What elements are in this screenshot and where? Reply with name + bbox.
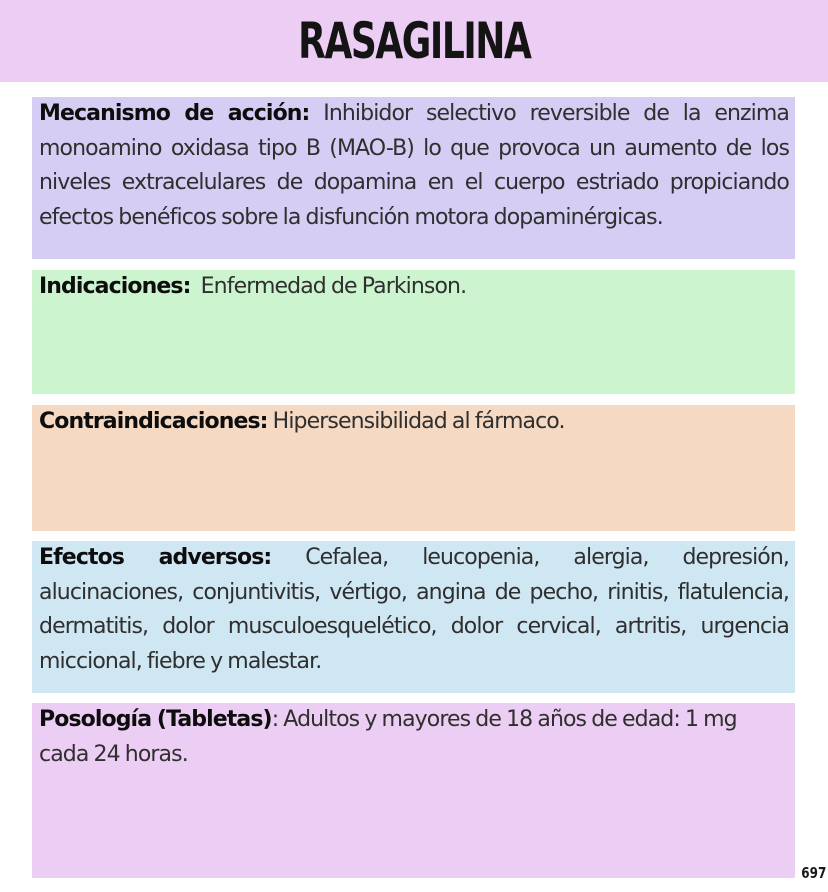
page-title: RASAGILINA [297, 12, 531, 70]
section-mecanismo-de-accion [32, 97, 795, 259]
section-label: Contraindicaciones: [39, 409, 268, 434]
page-number: 697 [800, 864, 826, 882]
section-label: Efectos adversos: [39, 545, 272, 570]
title-banner [0, 0, 828, 82]
section-text: Inhibidor selectivo reversible de la enzima monoamino oxidasa tipo B (MAO-B) lo que provoca un aumento de los niveles extracelulares de dopamina en el cuerpo estriado propiciando efectos benéficos sobre la disfunción motora dopaminérgicas. [39, 101, 789, 230]
section-text: Enfermedad de Parkinson. [190, 274, 467, 299]
section-text: : Adultos y mayores de 18 años de edad: 1 mg cada 24 horas. [39, 707, 737, 767]
section-text: Hipersensibilidad al fármaco. [267, 409, 565, 434]
section-indicaciones [32, 270, 795, 394]
section-posologia [32, 703, 795, 878]
section-label: Mecanismo de acción: [39, 101, 310, 126]
section-contraindicaciones [32, 405, 795, 531]
section-label: Indicaciones: [39, 274, 191, 299]
section-text: Cefalea, leucopenia, alergia, depresión, alucinaciones, conjuntivitis, vértigo, angina de pecho, rinitis, flatulencia, dermatitis, dolor musculoesquelético, dolor cervical, artritis, urgencia miccional, fiebre y malestar. [39, 545, 790, 674]
section-label: Posología (Tabletas) [39, 707, 272, 732]
section-efectos-adversos [32, 541, 795, 693]
